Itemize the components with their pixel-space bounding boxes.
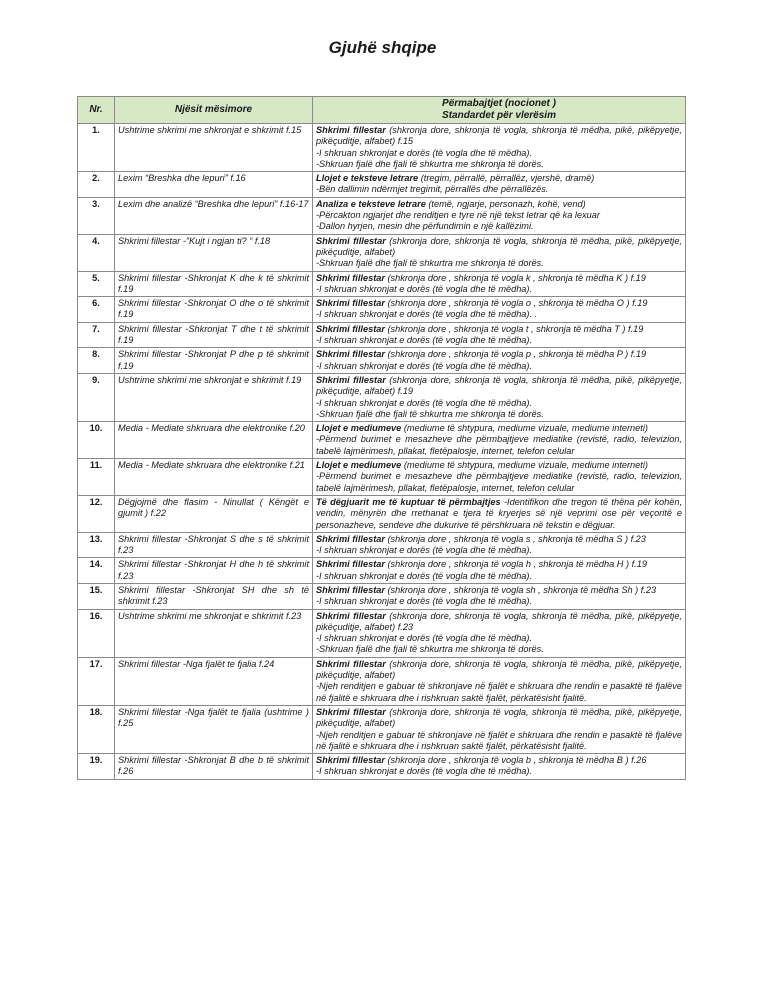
table-row [78, 609, 686, 657]
content-heading: Shkrimi fillestar [316, 559, 385, 570]
table-row [78, 373, 686, 421]
lesson-unit: Shkrimi fillestar -Shkronjat O dhe o të shkrimit f.19 [115, 297, 313, 323]
content-line: (shkronja dore, shkronja të vogla, shkronja të mëdha, pikë, pikëpyetje, pikëçuditje, alfabet) f.15 [316, 125, 682, 147]
header-content-line2: Standardet për vlerësim [442, 110, 556, 121]
lesson-unit: Dëgjojmë dhe flasim - Ninullat ( Këngët e gjumit ) f.22 [115, 495, 313, 532]
content-line: (mediume të shtypura, mediume vizuale, mediume interneti) [403, 423, 648, 434]
row-number: 11. [78, 459, 115, 496]
row-number: 14. [78, 558, 115, 584]
content-line: (temë, ngjarje, personazh, kohë, vend) [428, 198, 586, 209]
lesson-content [313, 495, 686, 532]
table-row [78, 172, 686, 198]
lesson-unit: Lexim dhe analizë “Breshka dhe lepuri” f.16-17 [115, 197, 313, 234]
lesson-content [313, 172, 686, 198]
lesson-unit: Ushtrime shkrimi me shkronjat e shkrimit f.19 [115, 373, 313, 421]
row-number: 6. [78, 297, 115, 323]
content-first-line [316, 585, 682, 596]
content-line: (shkronja dore, shkronja të vogla, shkronja të mëdha, pikë, pikëpyetje, pikëçuditje, alfabet) [316, 706, 682, 729]
lesson-unit: Ushtrime shkrimi me shkronjat e shkrimit f.15 [115, 124, 313, 172]
row-number: 18. [78, 705, 115, 753]
content-line: -Shkruan fjalë dhe fjali të shkurtra me shkronja të dorës. [316, 644, 544, 655]
content-heading: Shkrimi fillestar [316, 125, 386, 135]
content-first-line [316, 125, 682, 148]
content-line: -Shkruan fjalë dhe fjali të shkurtra me shkronja të dorës. [316, 258, 544, 269]
content-line: -Bën dallimin ndërmjet tregimit, përrallës dhe përrallëzës. [316, 184, 549, 195]
content-line: (shkronja dore , shkronja të vogla b , shkronja të mëdha B ) f.26 [387, 755, 647, 766]
lesson-unit: Shkrimi fillestar -Nga fjalët te fjalia (ushtrime ) f.25 [115, 705, 313, 753]
row-number: 13. [78, 532, 115, 558]
lesson-content [313, 657, 686, 705]
lesson-unit: Media - Mediate shkruara dhe elektronike f.20 [115, 422, 313, 459]
lesson-content [313, 271, 686, 297]
lesson-unit: Media - Mediate shkruara dhe elektronike f.21 [115, 459, 313, 496]
content-heading: Të dëgjuarit me të kuptuar të përmbajtjes [316, 496, 501, 507]
content-heading: Shkrimi fillestar [316, 706, 386, 717]
content-first-line [316, 707, 682, 730]
lesson-content [313, 422, 686, 459]
content-line: -Përmend burimet e mesazheve dhe përmbajtjeve mediatike (revistë, radio, televizion, tabelë lajmërimesh, pllakat, fletëpalosje, internet, telefon celular [316, 434, 682, 456]
row-number: 2. [78, 172, 115, 198]
lesson-unit: Shkrimi fillestar -Nga fjalët te fjalia f.24 [115, 657, 313, 705]
header-unit: Njësit mësimore [115, 97, 313, 124]
content-heading: Llojet e teksteve letrare [316, 173, 419, 184]
lesson-content [313, 297, 686, 323]
row-number: 5. [78, 271, 115, 297]
content-line: -I shkruan shkronjat e dorës (të vogla dhe të mëdha). [316, 360, 533, 371]
lesson-content [313, 124, 686, 172]
header-nr: Nr. [78, 97, 115, 124]
row-number: 12. [78, 495, 115, 532]
content-line: -Njeh renditjen e gabuar të shkronjave në fjalët e shkruara dhe rendin e pasaktë të fjalëve në fjalitë e shkruara dhe i rishkruan saktë fjalët, përkatësisht fjalitë. [316, 729, 682, 751]
table-row [78, 234, 686, 271]
table-row [78, 197, 686, 234]
table-row [78, 583, 686, 609]
content-heading: Shkrimi fillestar [316, 658, 386, 669]
content-first-line [316, 173, 682, 184]
lesson-content [313, 197, 686, 234]
content-line: -Përcakton ngjarjet dhe renditjen e tyre në një tekst letrar që ka lexuar [316, 210, 600, 221]
content-line: (tregim, përrallë, përrallëz, vjershë, dramë) [420, 173, 595, 184]
lesson-content [313, 609, 686, 657]
lesson-plan-table [77, 96, 686, 780]
lesson-content [313, 705, 686, 753]
content-first-line [316, 659, 682, 682]
row-number: 16. [78, 609, 115, 657]
lesson-unit: Shkrimi fillestar -Shkronjat B dhe b të shkrimit f.26 [115, 754, 313, 780]
content-line: (shkronja dore , shkronja të vogla k , shkronja të mëdha K ) f.19 [387, 272, 646, 283]
content-first-line [316, 460, 682, 471]
content-line: -I shkruan shkronjat e dorës (të vogla dhe të mëdha). [316, 545, 533, 556]
content-first-line [316, 497, 682, 531]
content-line: -I shkruan shkronjat e dorës (të vogla dhe të mëdha). [316, 766, 533, 777]
table-row [78, 297, 686, 323]
content-line: -I shkruan shkronjat e dorës (të vogla dhe të mëdha). [316, 397, 533, 408]
content-heading: Shkrimi fillestar [316, 374, 386, 385]
lesson-content [313, 558, 686, 584]
content-line: (mediume të shtypura, mediume vizuale, mediume interneti) [403, 460, 648, 471]
content-line: -I shkruan shkronjat e dorës (të vogla dhe të mëdha). [316, 147, 533, 158]
content-first-line [316, 349, 682, 360]
table-row [78, 124, 686, 172]
content-line: (shkronja dore , shkronja të vogla s , shkronja të mëdha S ) f.23 [387, 533, 646, 544]
content-heading: Shkrimi fillestar [316, 755, 385, 766]
content-heading: Shkrimi fillestar [316, 610, 386, 621]
content-first-line [316, 375, 682, 398]
lesson-content [313, 234, 686, 271]
content-first-line [316, 273, 682, 284]
content-line: (shkronja dore, shkronja të vogla, shkronja të mëdha, pikë, pikëpyetje, pikëçuditje, alfabet) f.19 [316, 374, 682, 397]
content-line: -Identifikon dhe tregon të thëna për kohën, vendin, mënyrën dhe rrethanat e tjera të kryerjes së një veprimi ose për veçoritë e personazheve, sendeve dhe dukurive të përshkruara në tekstin e dëgjuar. [316, 496, 682, 530]
content-heading: Shkrimi fillestar [316, 533, 385, 544]
content-first-line [316, 199, 682, 210]
lesson-content [313, 322, 686, 348]
content-line: (shkronja dore , shkronja të vogla t , shkronja të mëdha T ) f.19 [387, 323, 644, 334]
lesson-unit: Lexim “Breshka dhe lepuri” f.16 [115, 172, 313, 198]
header-content [313, 97, 686, 124]
content-line: -I shkruan shkronjat e dorës (të vogla dhe të mëdha). [316, 633, 533, 644]
content-first-line [316, 423, 682, 434]
header-content-line1: Përmabajtjet (nocionet ) [442, 98, 556, 109]
content-heading: Llojet e mediumeve [316, 460, 402, 471]
table-row [78, 495, 686, 532]
content-line: (shkronja dore , shkronja të vogla h , shkronja të mëdha H ) f.19 [387, 559, 647, 570]
table-row [78, 422, 686, 459]
lesson-content [313, 348, 686, 374]
row-number: 19. [78, 754, 115, 780]
lesson-unit: Shkrimi fillestar -Shkronjat S dhe s të shkrimit f.23 [115, 532, 313, 558]
content-first-line [316, 534, 682, 545]
lesson-content [313, 459, 686, 496]
content-line: -I shkruan shkronjat e dorës (të vogla dhe të mëdha). . [316, 309, 538, 320]
table-row [78, 459, 686, 496]
table-row [78, 657, 686, 705]
content-line: (shkronja dore , shkronja të vogla p , shkronja të mëdha P ) f.19 [387, 349, 647, 360]
content-line: -I shkruan shkronjat e dorës (të vogla dhe të mëdha). [316, 570, 533, 581]
content-line: (shkronja dore, shkronja të vogla, shkronja të mëdha, pikë, pikëpyetje, pikëçuditje, alfabet) f.23 [316, 610, 682, 632]
row-number: 7. [78, 322, 115, 348]
lesson-unit: Shkrimi fillestar -Shkronjat SH dhe sh të shkrimit f.23 [115, 583, 313, 609]
lesson-content [313, 754, 686, 780]
content-line: -Njeh renditjen e gabuar të shkronjave në fjalët e shkruara dhe rendin e pasaktë të fjalëve në fjalitë e shkruara dhe i rishkruan saktë fjalët, përkatësisht fjalitë. [316, 681, 682, 703]
row-number: 8. [78, 348, 115, 374]
lesson-unit: Shkrimi fillestar -Shkronjat T dhe t të shkrimit f.19 [115, 322, 313, 348]
content-first-line [316, 236, 682, 259]
content-first-line [316, 611, 682, 634]
lesson-unit: Shkrimi fillestar -”Kujt i ngjan ti? “ f.18 [115, 234, 313, 271]
content-first-line [316, 298, 682, 309]
table-row [78, 271, 686, 297]
content-line: (shkronja dore , shkronja të vogla o , shkronja të mëdha O ) f.19 [387, 298, 648, 309]
lesson-unit: Ushtrime shkrimi me shkronjat e shkrimit f.23 [115, 609, 313, 657]
content-line: -I shkruan shkronjat e dorës (të vogla dhe të mëdha). [316, 335, 533, 346]
content-first-line [316, 324, 682, 335]
lesson-unit: Shkrimi fillestar -Shkronjat H dhe h të shkrimit f.23 [115, 558, 313, 584]
content-heading: Shkrimi fillestar [316, 272, 385, 283]
content-line: -I shkruan shkronjat e dorës (të vogla dhe të mëdha). [316, 283, 533, 294]
content-line: -Shkruan fjalë dhe fjali të shkurtra me shkronja të dorës. [316, 408, 544, 419]
row-number: 3. [78, 197, 115, 234]
table-body [78, 124, 686, 780]
table-header-row [78, 97, 686, 124]
table-row [78, 348, 686, 374]
content-line: -Shkruan fjalë dhe fjali të shkurtra me shkronja të dorës. [316, 158, 544, 169]
content-first-line [316, 559, 682, 570]
table-row [78, 558, 686, 584]
table-row [78, 705, 686, 753]
content-line: (shkronja dore , shkronja të vogla sh , shkronja të mëdha Sh ) f.23 [387, 584, 657, 595]
row-number: 4. [78, 234, 115, 271]
content-heading: Shkrimi fillestar [316, 235, 386, 246]
table-row [78, 322, 686, 348]
lesson-unit: Shkrimi fillestar -Shkronjat P dhe p të shkrimit f.19 [115, 348, 313, 374]
content-heading: Shkrimi fillestar [316, 584, 385, 595]
content-line: -Dallon hyrjen, mesin dhe përfundimin e një kallëzimi. [316, 221, 534, 232]
content-heading: Shkrimi fillestar [316, 323, 385, 334]
content-line: -Përmend burimet e mesazheve dhe përmbajtjeve mediatike (revistë, radio, televizion, tabelë lajmërimesh, pllakat, fletëpalosje, internet, telefon celular [316, 471, 682, 493]
content-heading: Shkrimi fillestar [316, 349, 385, 360]
table-row [78, 754, 686, 780]
content-heading: Llojet e mediumeve [316, 423, 402, 434]
row-number: 15. [78, 583, 115, 609]
lesson-unit: Shkrimi fillestar -Shkronjat K dhe k të shkrimit f.19 [115, 271, 313, 297]
content-line: -I shkruan shkronjat e dorës (të vogla dhe të mëdha). [316, 596, 533, 607]
lesson-content [313, 583, 686, 609]
content-line: (shkronja dore, shkronja të vogla, shkronja të mëdha, pikë, pikëpyetje, pikëçuditje, alfabet) [316, 235, 682, 257]
content-first-line [316, 755, 682, 766]
row-number: 1. [78, 124, 115, 172]
lesson-content [313, 373, 686, 421]
table-row [78, 532, 686, 558]
page-title: Gjuhë shqipe [328, 38, 437, 57]
row-number: 17. [78, 657, 115, 705]
row-number: 9. [78, 373, 115, 421]
lesson-content [313, 532, 686, 558]
content-heading: Analiza e teksteve letrare [316, 198, 426, 209]
content-line: (shkronja dore, shkronja të vogla, shkronja të mëdha, pikë, pikëpyetje, pikëçuditje, alfabet) [316, 658, 682, 681]
content-heading: Shkrimi fillestar [316, 298, 385, 309]
row-number: 10. [78, 422, 115, 459]
